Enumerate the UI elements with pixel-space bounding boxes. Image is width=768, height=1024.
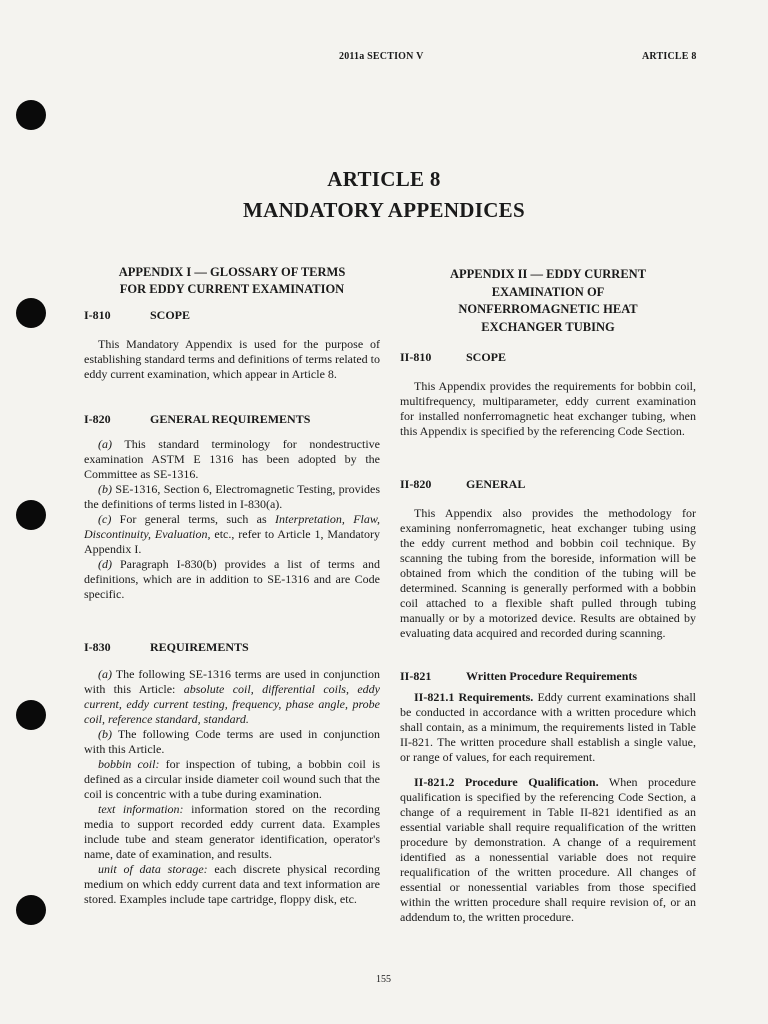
definition-term: unit of data storage: bbox=[98, 862, 208, 876]
item-text: For general terms, such as bbox=[111, 512, 275, 526]
item-label: (a) bbox=[98, 437, 112, 451]
section-number: I-830 bbox=[84, 640, 111, 654]
item-text: The following Code terms are used in conjunction with this Article. bbox=[84, 727, 380, 756]
definition-term: bobbin coil: bbox=[98, 757, 160, 771]
section-ii-820-text: This Appendix also provides the methodology for examining nonferromagnetic, heat exchanger tubing using the eddy current method and bobbin coil technique. By scanning the tubing from the boreside, information will be obtained from which the condition of the tubing will be determined. Scanning is generally performed with a bobbin coil attached to a flexible shaft pulled through tubing manually or by a motorized device. Results are obtained by evaluating data acquired and recorded during scanning. bbox=[400, 506, 696, 640]
running-head-section: 2011a SECTION V bbox=[339, 51, 424, 62]
section-number: II-810 bbox=[400, 350, 432, 364]
paragraph-i-820-a bbox=[84, 437, 380, 482]
item-label: (d) bbox=[98, 557, 112, 571]
section-number: II-820 bbox=[400, 477, 432, 491]
section-ii-810-text: This Appendix provides the requirements for bobbin coil, multifrequency, multiparameter, eddy current examination for installed nonferromagnetic heat exchanger tubing, when this Appendix is specified by the referencing Code Section. bbox=[400, 379, 696, 438]
binder-hole-5 bbox=[16, 895, 46, 925]
binder-hole-3 bbox=[16, 500, 46, 530]
section-title: GENERAL bbox=[466, 477, 526, 491]
article-title-line-1: ARTICLE 8 bbox=[327, 167, 441, 191]
section-i-810-text: This Mandatory Appendix is used for the purpose of establishing standard terms and definitions of terms related to eddy current examination, which appear in Article 8. bbox=[84, 337, 380, 381]
right-column bbox=[400, 266, 696, 925]
left-column bbox=[84, 264, 380, 907]
section-title: REQUIREMENTS bbox=[150, 640, 249, 654]
binder-hole-1 bbox=[16, 100, 46, 130]
appendix-ii-heading-line-2: EXAMINATION OF bbox=[491, 284, 605, 299]
paragraph-i-830-b bbox=[84, 727, 380, 757]
paragraph-i-820-c bbox=[84, 512, 380, 557]
running-head-article: ARTICLE 8 bbox=[642, 51, 697, 62]
section-i-820-heading bbox=[84, 412, 380, 427]
definition-text-information bbox=[84, 802, 380, 862]
item-italic-terms: absolute coil, differential coils, eddy current, eddy current testing, frequency, phase angle, probe coil, reference standard, standard. bbox=[84, 682, 380, 726]
page-number: 155 bbox=[376, 974, 391, 985]
paragraph-text: When procedure qualification is specified by the referencing Code Section, a change of a requirement in Table II-821 identified as an essential variable shall require requalification of the written procedure by demonstration. A change of a requirement identified as a nonessential variable does not require requalification of the written procedure. All changes of essential or nonessential variables from those specified within the written procedure shall require revision of, or an addendum to, the written procedure. bbox=[400, 775, 697, 924]
paragraph-text: Eddy current examinations shall be conducted in accordance with a written procedure which shall contain, as a minimum, the requirements listed in Table II-821. The written procedure shall establish a single value, or range of values, for each requirement. bbox=[400, 690, 696, 764]
paragraph-lead: II-821.1 Requirements. bbox=[414, 690, 534, 704]
item-text: SE-1316, Section 6, Electromagnetic Testing, provides the definitions of terms listed in I-830(a). bbox=[84, 482, 380, 511]
section-i-810-heading bbox=[84, 308, 380, 323]
item-text: Paragraph I-830(b) provides a list of terms and definitions, which are in addition to SE-1316 and are Code specific. bbox=[84, 557, 380, 601]
paragraph-lead: II-821.2 Procedure Qualification. bbox=[414, 775, 599, 789]
paragraph-i-820-b bbox=[84, 482, 380, 512]
binder-hole-4 bbox=[16, 700, 46, 730]
definition-text: for inspection of tubing, a bobbin coil is defined as a circular inside diameter coil wound such that the coil is concentric with a tube during examination. bbox=[84, 757, 381, 801]
appendix-ii-heading-line-4: EXCHANGER TUBING bbox=[481, 319, 615, 334]
paragraph-i-830-a bbox=[84, 667, 380, 727]
article-title-line-2: MANDATORY APPENDICES bbox=[243, 198, 525, 222]
section-i-830-heading bbox=[84, 640, 380, 655]
section-title: SCOPE bbox=[466, 350, 507, 364]
definition-term: text information: bbox=[98, 802, 184, 816]
section-ii-810-heading bbox=[400, 350, 696, 365]
section-number: II-821 bbox=[400, 669, 432, 683]
item-label: (a) bbox=[98, 667, 112, 681]
item-label: (c) bbox=[98, 512, 112, 526]
appendix-i-heading-line-1: APPENDIX I — GLOSSARY OF TERMS bbox=[118, 265, 346, 279]
section-ii-820-heading bbox=[400, 477, 696, 492]
definition-text: each discrete physical recording medium on which eddy current data and text information are stored. Examples include tape cartridge, floppy disk, etc. bbox=[84, 862, 380, 906]
item-text: etc., refer to Article 1, Mandatory Appendix I. bbox=[84, 527, 380, 556]
definition-unit-of-data-storage bbox=[84, 862, 380, 907]
paragraph-ii-821-1 bbox=[400, 690, 696, 765]
paragraph-i-820-d bbox=[84, 557, 380, 602]
appendix-i-heading bbox=[84, 264, 380, 298]
paragraph-ii-821-2 bbox=[400, 775, 696, 925]
section-title: SCOPE bbox=[150, 308, 191, 322]
article-title bbox=[0, 164, 768, 226]
section-number: I-820 bbox=[84, 412, 111, 426]
definition-text: information stored on the recording media to support recorded eddy current data. Examples include tube and steam generator identification, operator's name, date of examination, and results. bbox=[84, 802, 380, 861]
section-number: I-810 bbox=[84, 308, 111, 322]
section-ii-821-heading bbox=[400, 669, 696, 684]
appendix-ii-heading-line-1: APPENDIX II — EDDY CURRENT bbox=[449, 267, 647, 281]
appendix-i-heading-line-2: FOR EDDY CURRENT EXAMINATION bbox=[119, 282, 345, 296]
item-text: The following SE-1316 terms are used in conjunction with this Article: bbox=[84, 667, 380, 696]
appendix-ii-heading bbox=[400, 266, 696, 336]
appendix-ii-heading-line-3: NONFERROMAGNETIC HEAT bbox=[458, 302, 638, 316]
item-text: This standard terminology for nondestructive examination ASTM E 1316 has been adopted by the Committee as SE-1316. bbox=[84, 437, 380, 481]
section-title: Written Procedure Requirements bbox=[466, 669, 638, 683]
item-label: (b) bbox=[98, 482, 112, 496]
definition-bobbin-coil bbox=[84, 757, 380, 802]
binder-hole-2 bbox=[16, 298, 46, 328]
item-label: (b) bbox=[98, 727, 112, 741]
section-title: GENERAL REQUIREMENTS bbox=[150, 412, 311, 426]
item-italic-terms: Interpretation, Flaw, Discontinuity, Evaluation, bbox=[84, 512, 380, 541]
